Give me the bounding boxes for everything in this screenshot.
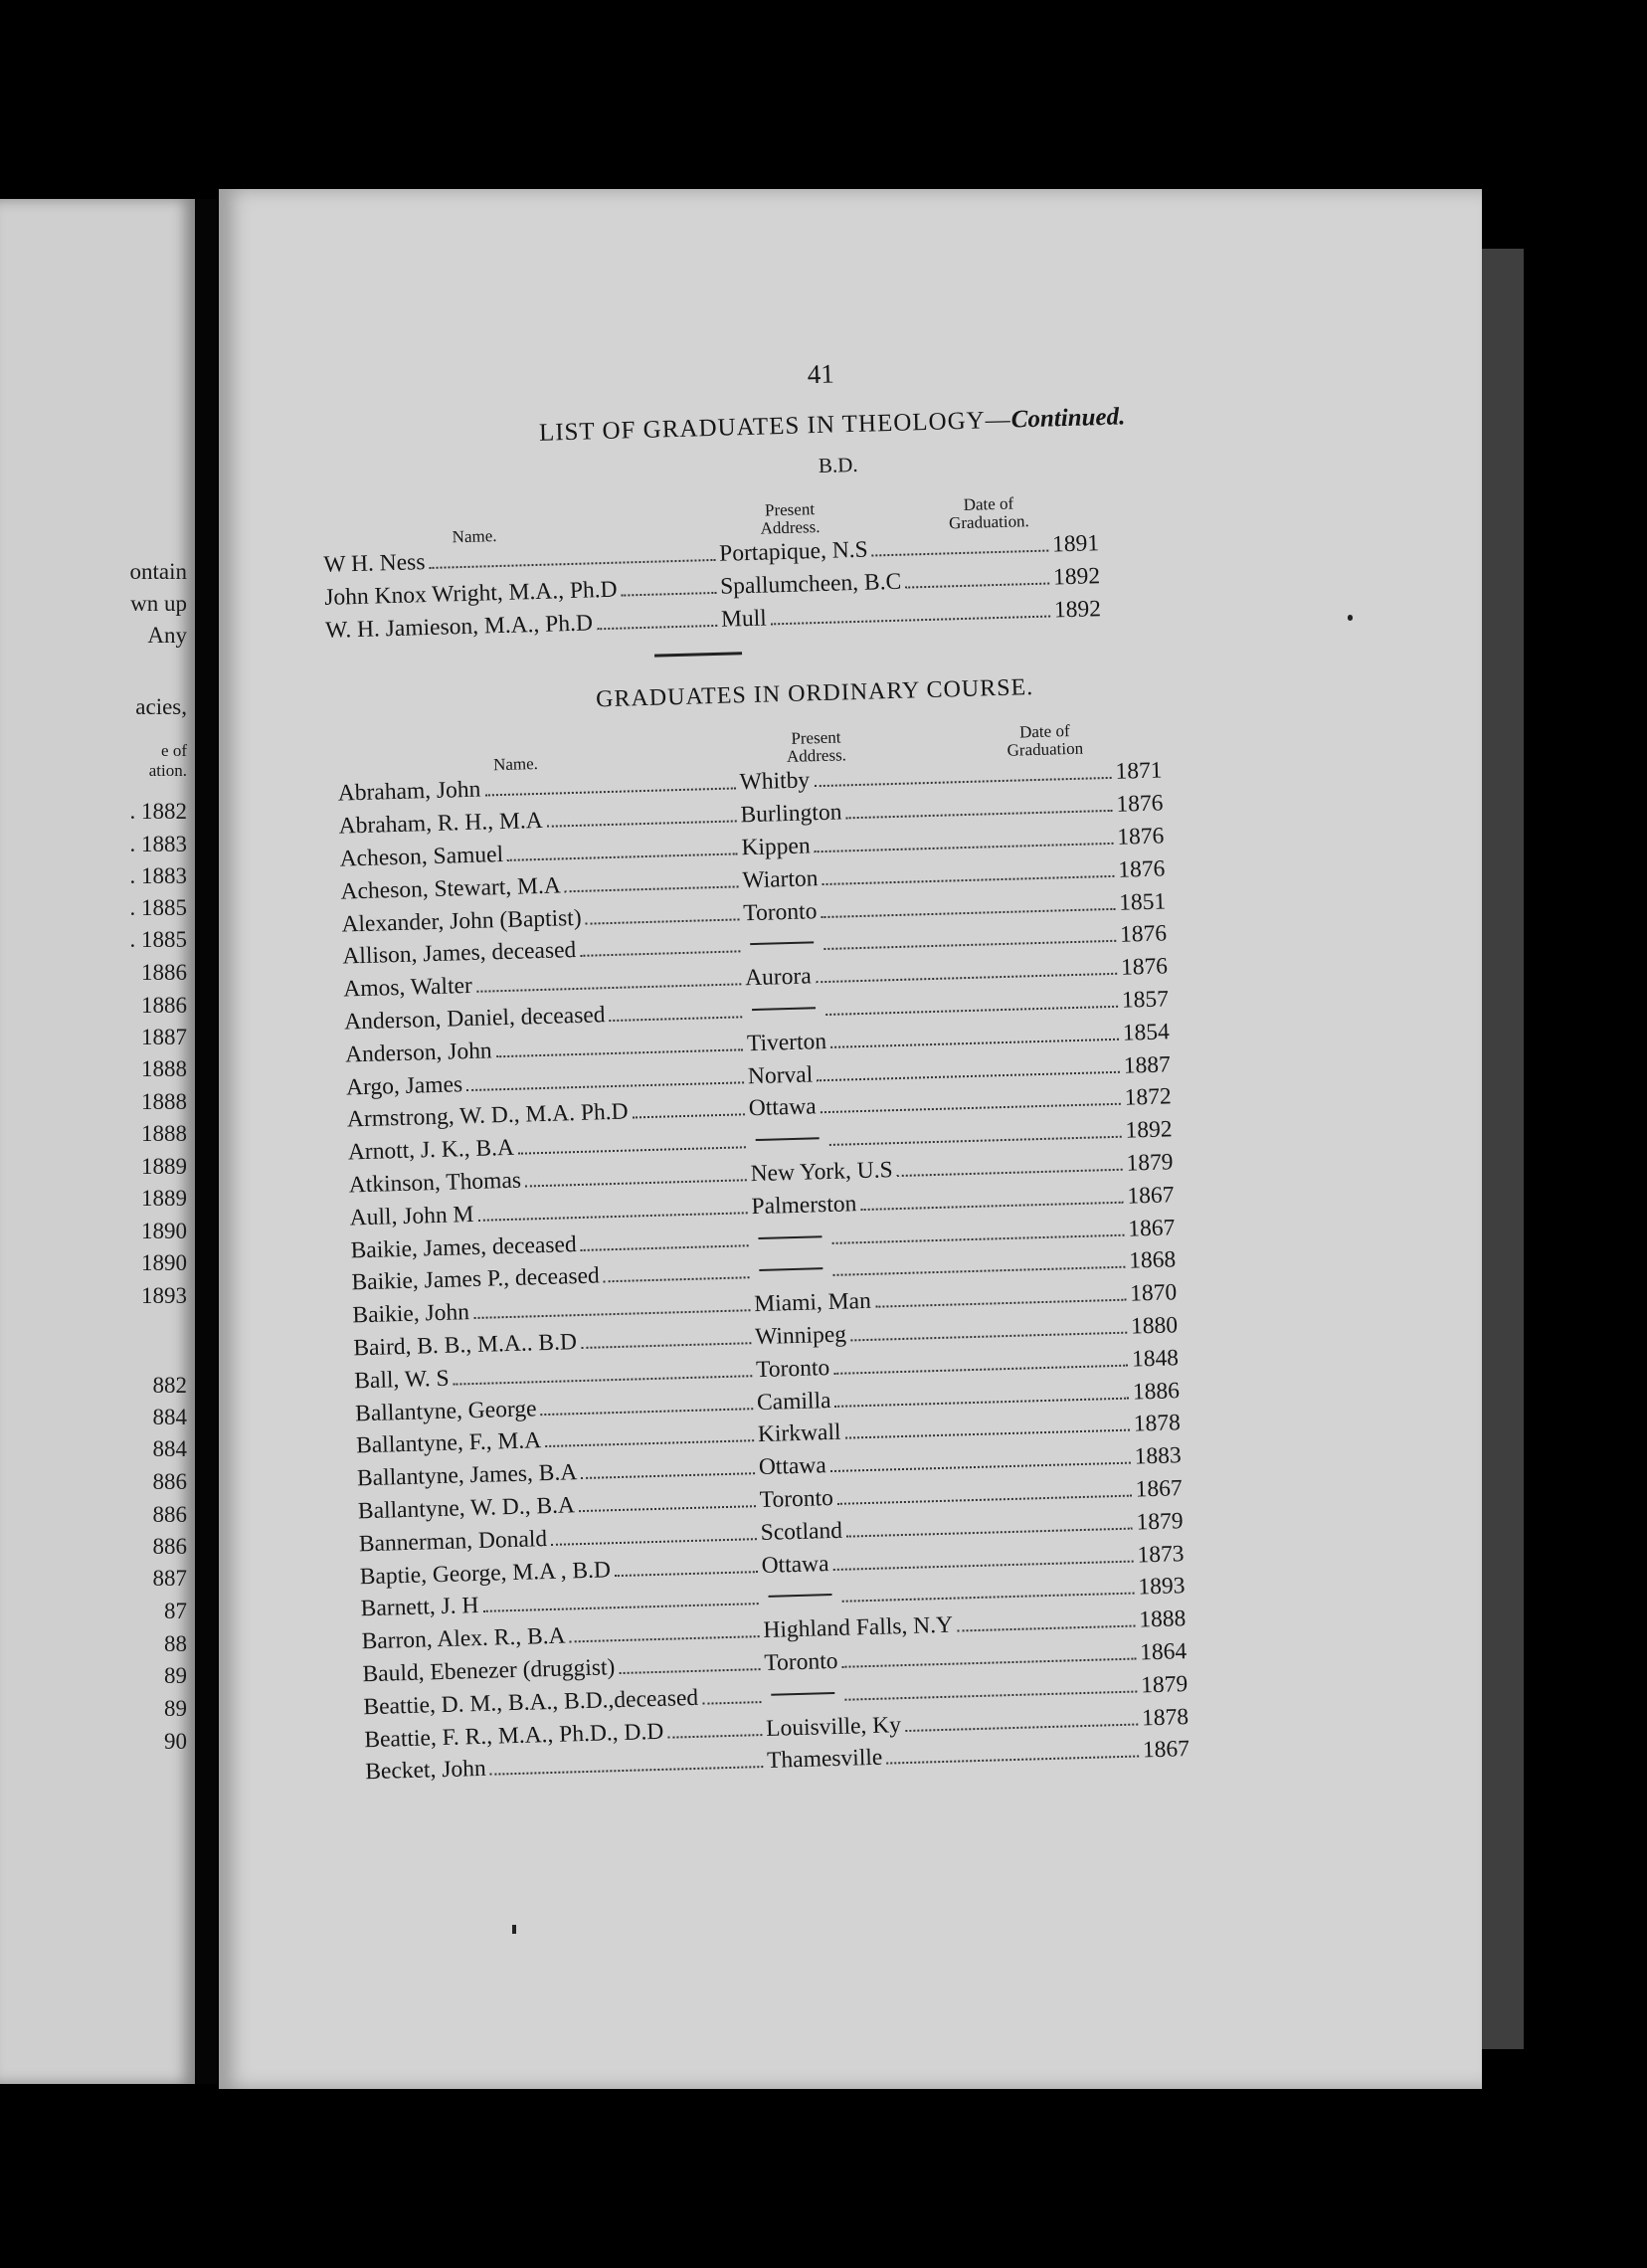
dot-leader <box>833 1266 1126 1276</box>
left-page-fragment: 1889 <box>141 1186 187 1211</box>
graduate-name: Ball, W. S <box>353 1365 450 1395</box>
graduate-address: Scotland <box>760 1517 843 1546</box>
graduate-address: Toronto <box>742 897 818 926</box>
graduate-address: Palmerston <box>751 1190 857 1220</box>
page-number: 41 <box>807 358 835 390</box>
left-page-fragment: wn up <box>130 591 187 616</box>
graduate-name: Baptie, George, M.A , B.D <box>359 1556 612 1590</box>
graduate-address: Winnipeg <box>754 1321 847 1351</box>
left-page-fragment: 1890 <box>141 1219 187 1243</box>
right-page <box>219 189 1482 2089</box>
dot-leader <box>822 907 1116 917</box>
dot-leader <box>815 843 1114 852</box>
dot-leader <box>490 1766 764 1776</box>
graduate-name: Abraham, John <box>337 776 481 807</box>
dot-leader <box>478 1212 748 1222</box>
graduate-address: Spallumcheen, B.C <box>719 568 902 600</box>
graduate-name: W. H. Jamieson, M.A., Ph.D <box>324 609 594 644</box>
left-page-fragment: 1888 <box>141 1089 187 1114</box>
graduation-year: 1880 <box>1130 1312 1179 1340</box>
dot-leader <box>957 1625 1135 1632</box>
graduate-address: New York, U.S <box>750 1157 893 1188</box>
dot-leader <box>579 1505 756 1512</box>
graduate-address: Aurora <box>744 963 813 992</box>
graduate-name: Aull, John M <box>349 1201 474 1231</box>
left-page-fragment: acies, <box>135 694 187 719</box>
dot-leader <box>875 1299 1126 1308</box>
graduation-year: 1848 <box>1131 1344 1180 1373</box>
graduate-name: Becket, John <box>364 1756 486 1786</box>
address-dash <box>771 1692 834 1696</box>
left-page-fragment: Any <box>147 623 187 648</box>
graduate-address: Norval <box>747 1060 814 1089</box>
dot-leader <box>541 1408 754 1416</box>
address-dash <box>752 1007 816 1011</box>
dot-leader <box>846 1527 1133 1537</box>
graduate-name: Ballantyne, George <box>354 1395 537 1426</box>
dot-leader <box>615 1571 758 1577</box>
left-page-fragment: 90 <box>164 1729 187 1754</box>
graduate-address: Louisville, Ky <box>765 1711 902 1742</box>
graduate-address: Ottawa <box>761 1550 829 1579</box>
dot-leader <box>476 984 741 993</box>
dot-leader <box>833 1364 1128 1374</box>
dot-leader <box>829 1136 1122 1146</box>
graduate-name: Abraham, R. H., M.A <box>338 808 543 840</box>
graduate-name: Arnott, J. K., B.A <box>347 1134 515 1166</box>
dot-leader <box>702 1701 761 1705</box>
dot-leader <box>845 1429 1130 1439</box>
dot-leader <box>830 1462 1131 1472</box>
graduate-name: Ballantyne, W. D., B.A <box>357 1492 576 1525</box>
dot-leader <box>860 1201 1123 1210</box>
ink-speck <box>512 1925 516 1934</box>
graduate-name: Barron, Alex. R., B.A <box>361 1622 566 1655</box>
dot-leader <box>610 1016 743 1022</box>
graduate-name: Baird, B. B., M.A.. B.D <box>353 1329 578 1362</box>
dot-leader <box>814 777 1111 787</box>
graduation-year: 1888 <box>1138 1606 1187 1633</box>
graduation-year: 1893 <box>1138 1573 1186 1601</box>
dot-leader <box>551 1538 757 1546</box>
graduate-address: Toronto <box>764 1647 838 1676</box>
graduation-year: 1868 <box>1128 1246 1177 1274</box>
left-page-fragment: . 1885 <box>129 895 187 920</box>
graduation-year: 1867 <box>1127 1182 1175 1210</box>
left-page-fragment: 886 <box>152 1534 187 1559</box>
section-divider <box>654 653 742 658</box>
dot-leader <box>484 788 735 797</box>
left-page-fragment: 1888 <box>141 1121 187 1146</box>
left-page-fragment: e of <box>161 741 187 760</box>
graduation-year: 1867 <box>1127 1214 1176 1242</box>
left-page-fragment: 87 <box>164 1599 187 1623</box>
graduate-name: Acheson, Samuel <box>339 841 504 872</box>
graduate-address: Kirkwall <box>757 1419 841 1448</box>
left-page-fragment: ation. <box>148 761 187 780</box>
dot-leader <box>844 1690 1137 1700</box>
dot-leader <box>580 951 740 957</box>
dot-leader <box>837 1495 1132 1505</box>
graduate-name: Barnett, J. H <box>360 1593 479 1622</box>
column-header-address: Present Address. <box>760 499 821 538</box>
graduate-address: Miami, Man <box>753 1287 872 1318</box>
graduation-year: 1876 <box>1119 920 1168 949</box>
ink-speck <box>1348 615 1353 621</box>
degree-label: B.D. <box>818 452 858 477</box>
dot-leader <box>905 1723 1138 1732</box>
column-header-date: Date of Graduation. <box>948 493 1030 533</box>
graduate-name: John Knox Wright, M.A., Ph.D <box>323 576 618 611</box>
graduate-name: Beattie, D. M., B.A., B.D.,deceased <box>363 1684 699 1720</box>
graduation-year: 1876 <box>1116 790 1164 818</box>
graduate-address: Mull <box>720 605 768 633</box>
dot-leader <box>496 1048 743 1057</box>
graduate-name: Ballantyne, F., M.A <box>355 1427 542 1459</box>
dot-leader <box>547 821 737 828</box>
graduation-year: 1854 <box>1122 1019 1171 1046</box>
graduation-year: 1872 <box>1124 1083 1173 1112</box>
left-page-fragment: 1887 <box>141 1025 187 1049</box>
dot-leader <box>832 1233 1125 1243</box>
graduate-name: Allison, James, deceased <box>342 937 577 970</box>
left-page-fragment: 1889 <box>141 1154 187 1179</box>
dot-leader <box>850 1332 1127 1342</box>
graduate-address: Camilla <box>756 1387 831 1416</box>
left-page-fragment: 1886 <box>141 960 187 985</box>
column-header-date: Date of Graduation <box>1006 721 1084 761</box>
address-dash <box>758 1235 822 1239</box>
dot-leader <box>771 615 1050 625</box>
dot-leader <box>565 885 739 892</box>
graduate-name: Acheson, Stewart, M.A <box>340 872 562 905</box>
graduation-year: 1876 <box>1120 953 1169 981</box>
graduation-year: 1892 <box>1053 595 1102 624</box>
dot-leader <box>430 559 716 569</box>
left-page-fragment: 882 <box>152 1373 187 1398</box>
graduate-address: Kippen <box>741 833 812 861</box>
graduate-address: Toronto <box>755 1354 830 1383</box>
graduation-year: 1891 <box>1051 530 1100 558</box>
graduate-name: Baikie, John <box>352 1299 470 1329</box>
graduate-address: Portapique, N.S <box>718 536 869 567</box>
left-page-fragment: 1890 <box>141 1250 187 1275</box>
dot-leader <box>473 1309 750 1319</box>
dot-leader <box>886 1756 1139 1765</box>
left-page-fragment: 1893 <box>141 1283 187 1308</box>
column-header-name: Name. <box>492 754 539 775</box>
graduation-year: 1879 <box>1126 1149 1174 1177</box>
left-page-fragment: 1886 <box>141 993 187 1018</box>
graduation-year: 1867 <box>1142 1736 1190 1764</box>
graduate-name: W H. Ness <box>323 549 426 578</box>
graduate-name: Anderson, John <box>344 1038 492 1068</box>
graduate-address: Ottawa <box>758 1452 827 1481</box>
ordinary-course-heading: GRADUATES IN ORDINARY COURSE. <box>595 674 1034 713</box>
dot-leader <box>872 550 1049 557</box>
graduation-year: 1873 <box>1137 1540 1185 1568</box>
graduate-address: Tiverton <box>746 1028 827 1056</box>
dot-leader <box>581 1472 755 1479</box>
dot-leader <box>816 973 1117 983</box>
graduation-year: 1879 <box>1140 1670 1189 1699</box>
graduate-address: Wiarton <box>742 864 819 894</box>
dot-leader <box>507 852 737 860</box>
dot-leader <box>581 1342 751 1349</box>
dot-leader <box>817 1070 1120 1081</box>
graduation-year: 1892 <box>1125 1116 1173 1144</box>
address-dash <box>756 1137 820 1141</box>
graduate-address: Toronto <box>759 1484 834 1513</box>
dot-leader <box>824 940 1116 950</box>
left-page-fragment: . 1883 <box>129 863 187 888</box>
graduation-year: 1883 <box>1134 1442 1183 1470</box>
book-gutter <box>195 199 217 2084</box>
graduate-name: Alexander, John (Baptist) <box>341 904 582 938</box>
dot-leader <box>846 810 1113 819</box>
left-page-fragment: 884 <box>152 1405 187 1429</box>
dot-leader <box>581 1244 749 1251</box>
dot-leader <box>823 875 1115 885</box>
graduate-name: Baikie, James P., deceased <box>351 1262 601 1296</box>
graduation-year: 1870 <box>1129 1279 1178 1307</box>
left-page-fragment: ontain <box>129 559 187 584</box>
left-page-fragment: 89 <box>164 1663 187 1688</box>
graduate-address: Burlington <box>740 799 842 829</box>
dot-leader <box>570 1635 760 1642</box>
address-dash <box>759 1268 823 1272</box>
left-page-fragment: 88 <box>164 1631 187 1656</box>
left-page-fragment: 886 <box>152 1469 187 1494</box>
left-page-fragment: 884 <box>152 1436 187 1461</box>
graduation-year: 1867 <box>1135 1475 1184 1503</box>
graduate-name: Baikie, James, deceased <box>350 1230 577 1263</box>
left-page-fragment: . 1883 <box>129 832 187 856</box>
graduation-year: 1879 <box>1136 1507 1184 1536</box>
dot-leader <box>821 1103 1121 1113</box>
left-page-fragment: . 1882 <box>129 799 187 824</box>
dot-leader <box>897 1169 1123 1177</box>
heading-main: LIST OF GRADUATES IN THEOLOGY— <box>538 406 1012 447</box>
graduation-year: 1878 <box>1133 1410 1182 1437</box>
dot-leader <box>833 1560 1134 1570</box>
address-dash <box>750 942 814 946</box>
graduation-year: 1871 <box>1115 757 1163 786</box>
left-page-fragment: . 1885 <box>129 927 187 952</box>
column-header-name: Name. <box>452 526 497 547</box>
dot-leader <box>597 624 717 629</box>
left-page-fragment: 1888 <box>141 1056 187 1081</box>
graduate-name: Bannerman, Donald <box>358 1525 548 1558</box>
dot-leader <box>830 1039 1119 1048</box>
graduation-year: 1887 <box>1123 1050 1172 1079</box>
graduate-address: Thamesville <box>766 1745 883 1775</box>
graduate-name: Ballantyne, James, B.A <box>356 1459 578 1492</box>
dot-leader <box>525 1179 747 1187</box>
graduation-year: 1876 <box>1117 855 1166 883</box>
graduation-year: 1851 <box>1118 887 1167 916</box>
graduation-year: 1864 <box>1139 1638 1188 1666</box>
left-page-fragment: 887 <box>152 1566 187 1591</box>
graduation-year: 1857 <box>1121 986 1170 1014</box>
heading-continued: Continued. <box>1010 403 1126 434</box>
dot-leader <box>633 1114 745 1119</box>
graduate-name: Amos, Walter <box>342 973 473 1003</box>
graduation-year: 1892 <box>1052 562 1101 591</box>
dot-leader <box>466 1081 744 1091</box>
dot-leader <box>825 1006 1118 1016</box>
dot-leader <box>622 592 717 597</box>
column-header-address: Present Address. <box>786 727 847 767</box>
page-content <box>318 342 1451 1792</box>
graduation-year: 1886 <box>1132 1377 1181 1406</box>
graduate-address: Whitby <box>739 767 811 796</box>
left-page <box>0 199 195 2084</box>
address-dash <box>768 1594 831 1598</box>
dot-leader <box>545 1440 754 1448</box>
graduation-year: 1878 <box>1141 1703 1190 1731</box>
dot-leader <box>842 1593 1135 1603</box>
dot-leader <box>842 1657 1137 1667</box>
dot-leader <box>604 1277 750 1283</box>
graduate-name: Argo, James <box>345 1070 463 1101</box>
graduate-name: Anderson, Daniel, deceased <box>343 1002 606 1036</box>
left-page-fragment: 89 <box>164 1696 187 1721</box>
graduate-address: Ottawa <box>748 1093 818 1122</box>
graduate-name: Armstrong, W. D., M.A. Ph.D <box>346 1098 629 1133</box>
dot-leader <box>905 582 1049 588</box>
graduation-year: 1876 <box>1116 823 1165 850</box>
graduate-address: Highland Falls, N.Y <box>763 1611 954 1644</box>
ordinary-graduates-list <box>337 754 1230 1793</box>
left-page-fragment: 886 <box>152 1502 187 1527</box>
dot-leader <box>454 1375 753 1385</box>
dot-leader <box>586 918 740 924</box>
dot-leader <box>483 1603 759 1612</box>
dot-leader <box>619 1668 760 1674</box>
graduate-name: Bauld, Ebenezer (druggist) <box>362 1654 616 1688</box>
graduate-name: Atkinson, Thomas <box>348 1167 522 1199</box>
dot-leader <box>518 1146 746 1154</box>
dot-leader <box>667 1734 762 1739</box>
graduate-name: Beattie, F. R., M.A., Ph.D., D.D <box>364 1718 664 1753</box>
dot-leader <box>835 1397 1130 1407</box>
